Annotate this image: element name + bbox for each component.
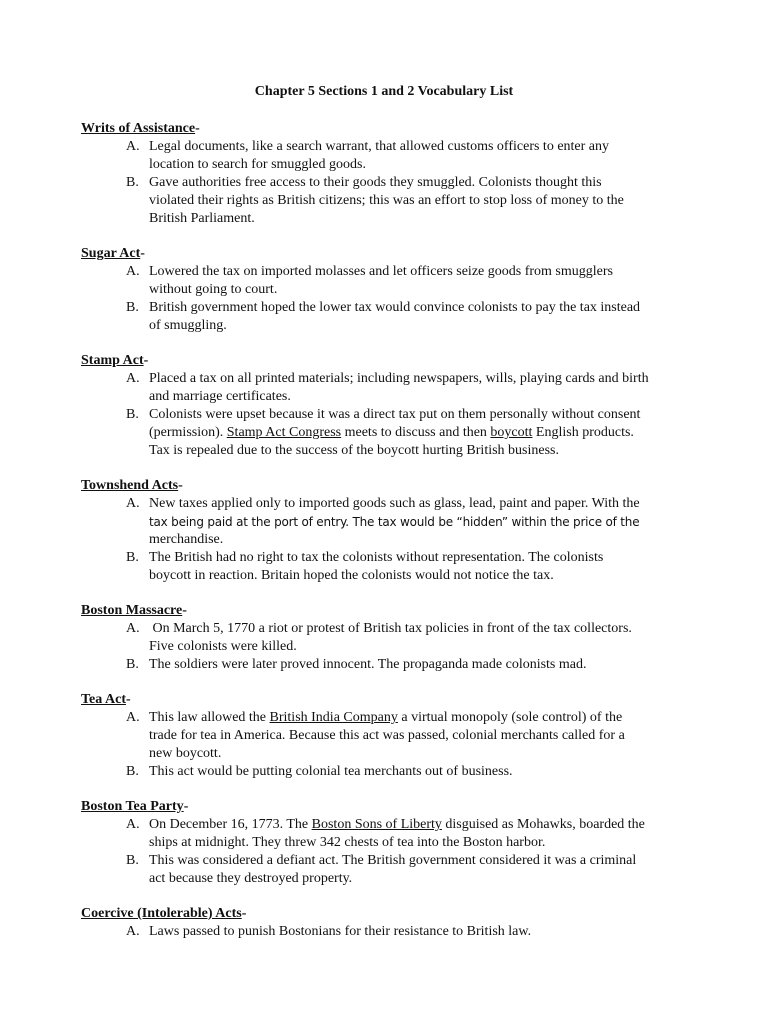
definition-line: Five colonists were killed. xyxy=(149,639,297,654)
definition-item xyxy=(126,370,686,406)
definition-line: This act would be putting colonial tea merchants out of business. xyxy=(149,764,513,779)
definition-line: Legal documents, like a search warrant, that allowed customs officers to enter any xyxy=(149,139,610,154)
list-marker: B. xyxy=(126,407,139,422)
definition-item xyxy=(126,923,686,941)
term-name: Tea Act xyxy=(81,692,126,707)
definition-line: Gave authorities free access to their goods they smuggled. Colonists thought this xyxy=(149,175,602,190)
term-suffix: - xyxy=(195,121,200,136)
text-run: disguised as Mohawks, boarded the xyxy=(441,817,645,832)
list-marker: B. xyxy=(126,175,139,190)
definition-line: location to search for smuggled goods. xyxy=(149,157,366,172)
definition-line xyxy=(149,424,686,442)
term-name: Writs of Assistance xyxy=(81,121,196,136)
term-heading xyxy=(81,905,246,923)
definition-line: ships at midnight. They threw 342 chests of tea into the Boston harbor. xyxy=(149,835,546,850)
definition-line: New taxes applied only to imported goods such as glass, lead, paint and paper. With the xyxy=(149,496,640,511)
list-marker: B. xyxy=(126,550,139,565)
definition-item xyxy=(126,263,686,299)
term-heading xyxy=(81,245,145,263)
text-run: English products. xyxy=(532,425,634,440)
list-marker: B. xyxy=(126,657,139,672)
list-marker: A. xyxy=(126,264,140,279)
definition-line: without going to court. xyxy=(149,282,278,297)
definition-item xyxy=(126,816,686,852)
definition-line: violated their rights as British citizens; this was an effort to stop loss of money to the xyxy=(149,193,624,208)
term-suffix: - xyxy=(178,478,183,493)
text-run: a virtual monopoly (sole control) of the xyxy=(397,710,623,725)
term-heading xyxy=(81,602,187,620)
term-heading xyxy=(81,352,148,370)
definition-line: British Parliament. xyxy=(149,211,255,226)
definition-item xyxy=(126,406,686,460)
definition-line: Colonists were upset because it was a direct tax put on them personally without consent xyxy=(149,407,641,422)
underlined-term-boycott: boycott xyxy=(490,425,533,440)
term-suffix: - xyxy=(183,799,189,814)
term-name: Townshend Acts xyxy=(81,478,179,493)
list-marker: B. xyxy=(126,300,139,315)
definition-line: Tax is repealed due to the success of the boycott hurting British business. xyxy=(149,443,559,458)
underlined-term-boston-sons-of-liberty: Boston Sons of Liberty xyxy=(311,817,442,832)
definition-line: trade for tea in America. Because this act was passed, colonial merchants called for a xyxy=(149,728,625,743)
list-marker: A. xyxy=(126,924,140,939)
term-name: Boston Massacre xyxy=(81,603,183,618)
term-name: Coercive (Intolerable) Acts xyxy=(81,906,242,921)
definition-line: On March 5, 1770 a riot or protest of British tax policies in front of the tax collectors. xyxy=(149,621,632,636)
page-title: Chapter 5 Sections 1 and 2 Vocabulary List xyxy=(254,84,514,99)
definition-line: The British had no right to tax the colonists without representation. The colonists xyxy=(149,550,604,565)
definition-line: This was considered a defiant act. The British government considered it was a criminal xyxy=(149,853,637,868)
definition-line: Lowered the tax on imported molasses and let officers seize goods from smugglers xyxy=(149,264,613,279)
list-marker: A. xyxy=(126,621,140,636)
list-marker: A. xyxy=(126,371,140,386)
term-suffix: - xyxy=(241,906,247,921)
text-run: On December 16, 1773. The xyxy=(149,817,312,832)
text-run: (permission). xyxy=(149,425,227,440)
definition-line: Laws passed to punish Bostonians for their resistance to British law. xyxy=(149,924,532,939)
term-suffix: - xyxy=(140,246,145,261)
definition-item xyxy=(126,495,686,549)
list-marker: B. xyxy=(126,853,139,868)
definition-item xyxy=(126,299,686,335)
definition-line xyxy=(149,816,686,834)
definition-line: British government hoped the lower tax would convince colonists to pay the tax instead xyxy=(149,300,641,315)
term-heading xyxy=(81,120,200,138)
definition-item xyxy=(126,620,686,656)
definition-item xyxy=(126,852,686,888)
term-heading xyxy=(81,477,183,495)
term-name: Sugar Act xyxy=(81,246,141,261)
term-suffix: - xyxy=(125,692,131,707)
definition-item xyxy=(126,763,686,781)
definition-item xyxy=(126,138,686,174)
term-name: Boston Tea Party xyxy=(81,799,184,814)
list-marker: B. xyxy=(126,764,139,779)
list-marker: A. xyxy=(126,710,140,725)
term-suffix: - xyxy=(182,603,187,618)
definition-line: new boycott. xyxy=(149,746,222,761)
term-name: Stamp Act xyxy=(81,353,144,368)
text-run: meets to discuss and then xyxy=(341,425,491,440)
definition-line: boycott in reaction. Britain hoped the colonists would not notice the tax. xyxy=(149,568,554,583)
list-marker: A. xyxy=(126,496,140,511)
definition-line: and marriage certificates. xyxy=(149,389,291,404)
definition-line xyxy=(149,709,686,727)
term-heading xyxy=(81,798,188,816)
text-run: This law allowed the xyxy=(149,710,270,725)
term-heading xyxy=(81,691,131,709)
definition-line: The soldiers were later proved innocent. The propaganda made colonists mad. xyxy=(149,657,587,672)
definition-item xyxy=(126,656,686,674)
list-marker: A. xyxy=(126,817,140,832)
definition-line: merchandise. xyxy=(149,532,224,547)
term-suffix: - xyxy=(143,353,149,368)
underlined-term-british-india-company: British India Company xyxy=(269,710,398,725)
underlined-term-stamp-act-congress: Stamp Act Congress xyxy=(226,425,342,440)
definition-item xyxy=(126,174,686,228)
definition-line: Placed a tax on all printed materials; including newspapers, wills, playing cards and birth xyxy=(149,371,649,386)
definition-line: tax being paid at the port of entry. The tax would be “hidden” within the price of the xyxy=(149,515,640,529)
definition-item xyxy=(126,709,686,763)
list-marker: A. xyxy=(126,139,140,154)
definition-item xyxy=(126,549,686,585)
definition-line: act because they destroyed property. xyxy=(149,871,353,886)
definition-line: of smuggling. xyxy=(149,318,227,333)
